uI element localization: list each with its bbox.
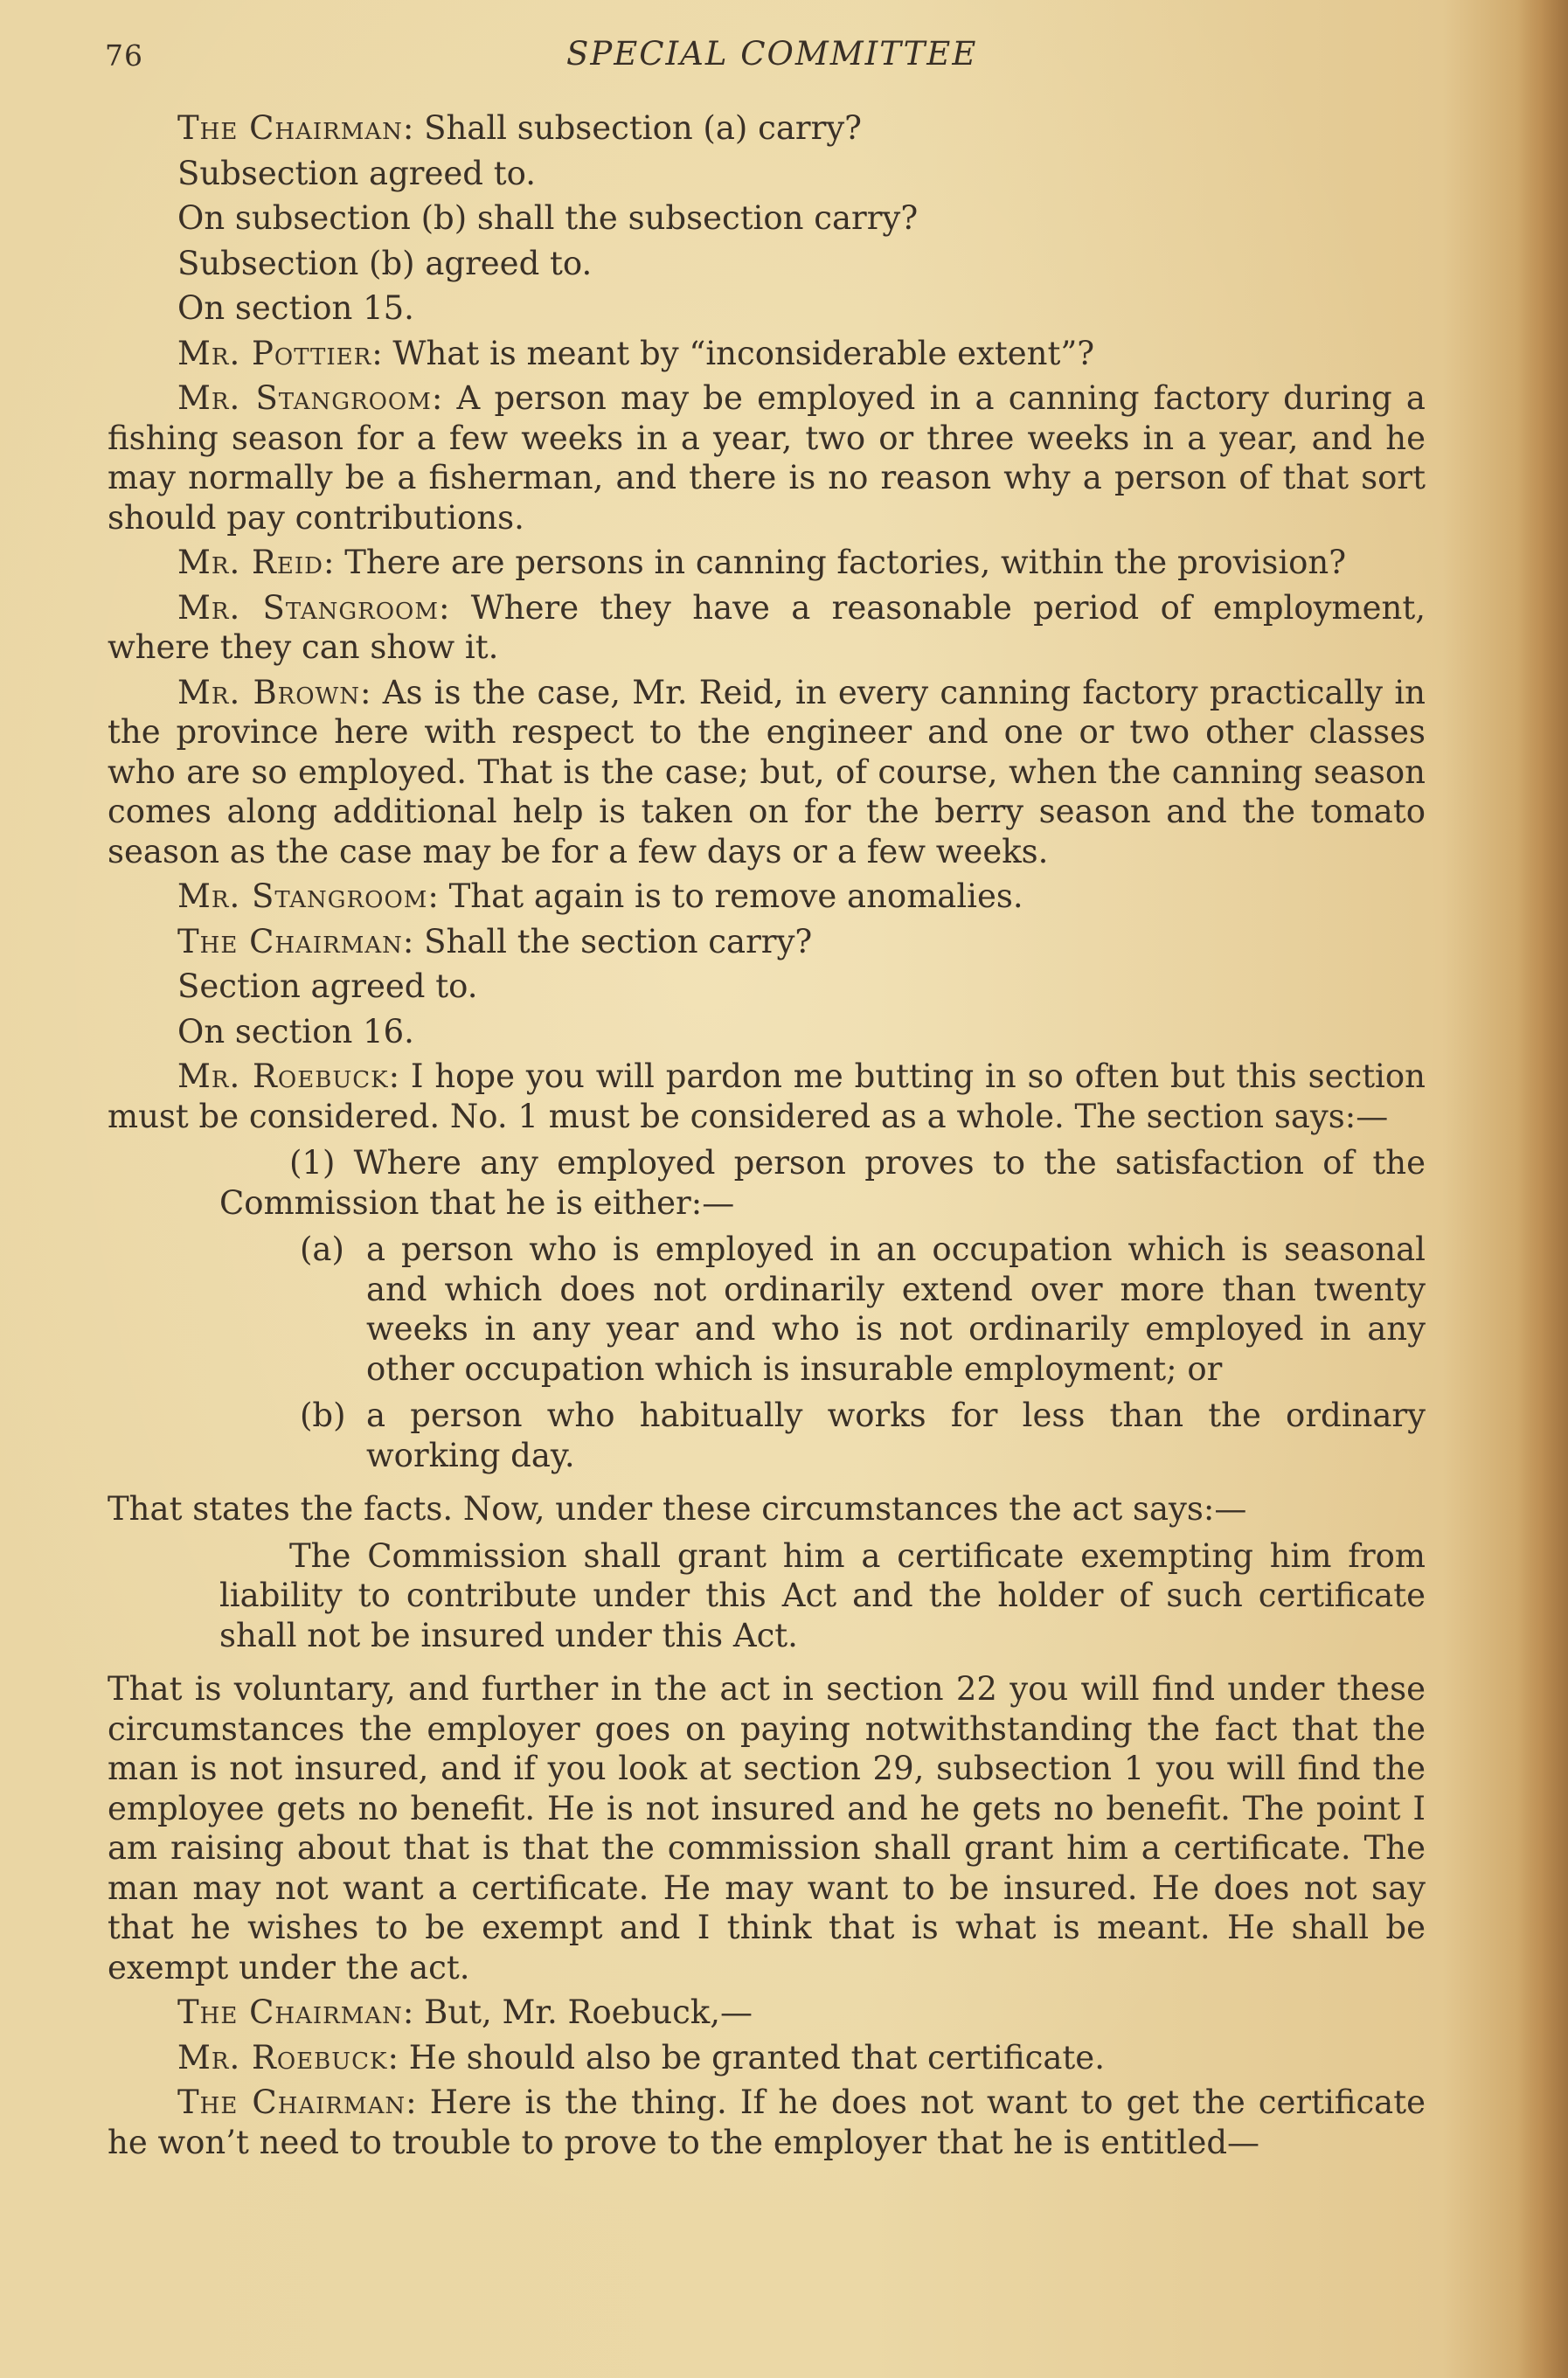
page-number: 76 (105, 38, 143, 73)
speech-text: A person may be employed in a canning factory during a fishing season for a few weeks in a year, two or three weeks in a year, and he may normally be a fisherman, and there is no reason why a person of that sort should pay contributions. (108, 379, 1426, 537)
speech-text: But, Mr. Roebuck,— (424, 1993, 753, 2031)
item-label: (a) (300, 1231, 344, 1268)
speaker-name: The Chairman (177, 1993, 403, 2031)
paragraph: Mr. Roebuck: I hope you will pardon me butting in so often but this section must be considered. No. 1 must be considered as a whole. The section says:— (108, 1057, 1426, 1135)
speech-text: On section 15. (177, 289, 414, 327)
paragraph: Mr. Stangroom: A person may be employed in a canning factory during a fishing season for a few weeks in a year, two or three weeks in a year, and he may normally be a fisherman, and there is no reason why a person of that sort should pay contributions. (108, 379, 1426, 537)
paragraph: Mr. Brown: As is the case, Mr. Reid, in every canning factory practically in the province here with respect to the engineer and one or two other classes who are so employed. That is the case; but, of course, when the canning season comes along additional help is taken on for the berry season and the tomato season as the case may be for a few days or a few weeks. (108, 673, 1426, 870)
paragraph (108, 1012, 1426, 1052)
speech-text: What is meant by “inconsiderable extent”? (392, 334, 1095, 372)
paragraph (108, 244, 1426, 284)
speaker-name: The Chairman (177, 2083, 406, 2121)
speech-text: There are persons in canning factories, within the provision? (344, 544, 1347, 581)
paragraph (108, 967, 1426, 1007)
paragraph: Mr. Stangroom: Where they have a reasonable period of employment, where they can show it. (108, 588, 1426, 666)
speaker-name: Mr. Roebuck (177, 1057, 389, 1095)
paragraph (108, 198, 1426, 239)
paragraph: Mr. Roebuck: He should also be granted that certificate. (177, 2038, 1105, 2076)
speech-text: On section 16. (177, 1012, 414, 1050)
paragraph: The Chairman: Here is the thing. If he does not want to get the certificate he won’t need to trouble to prove to the employer that he is entitled— (108, 2083, 1426, 2161)
speaker-name: Mr. Pottier (177, 334, 372, 372)
speaker-name: Mr. Roebuck (177, 2038, 388, 2076)
paragraph: The Chairman: Shall subsection (a) carry? (177, 109, 863, 147)
page-header (0, 33, 1568, 75)
item-text: a person who habitually works for less than the ordinary working day. (366, 1397, 1426, 1474)
speaker-name: Mr. Stangroom (177, 379, 432, 417)
paragraph: The Chairman: Shall the section carry? (177, 922, 813, 960)
paragraph: Mr. Reid: There are persons in canning factories, within the provision? (177, 544, 1347, 581)
paragraph (108, 154, 1426, 194)
speaker-name: Mr. Reid (177, 544, 323, 581)
speech-text: Subsection (b) agreed to. (177, 244, 593, 282)
speaker-name: Mr. Stangroom (177, 588, 439, 627)
running-title: SPECIAL COMMITTEE (566, 35, 978, 73)
speech-text: Shall subsection (a) carry? (424, 109, 863, 147)
speech-text: As is the case, Mr. Reid, in every canning factory practically in the province here with respect to the engineer and one or two other classes who are so employed. That is the case; but, of course, when the canning season comes along additional help is taken on for the berry season and the tomato season as the case may be for a few days or a few weeks. (108, 673, 1426, 870)
speech-text: Subsection agreed to. (177, 154, 536, 192)
item-label: (b) (300, 1397, 346, 1434)
speech-text: Section agreed to. (177, 967, 478, 1005)
paragraph: The Chairman: But, Mr. Roebuck,— (177, 1993, 753, 2031)
speech-text: On subsection (b) shall the subsection carry? (177, 199, 919, 237)
speech-text: I hope you will pardon me butting in so often but this section must be considered. No. 1 must be considered as a whole. The section says:— (108, 1057, 1426, 1135)
speaker-name: Mr. Stangroom (177, 877, 428, 915)
speech-text: He should also be granted that certificate. (408, 2038, 1105, 2076)
body-text (108, 108, 1426, 2167)
paragraph (108, 288, 1426, 329)
quoted-item (219, 1396, 1426, 1475)
item-text: a person who is employed in an occupation which is seasonal and which does not ordinarily extend over more than twenty weeks in any year and who is not ordinarily employed in any other occupation which is insurable employment; or (366, 1231, 1426, 1388)
paragraph: That states the facts. Now, under these circumstances the act says:— (108, 1490, 1247, 1528)
binding-shadow (1517, 0, 1568, 2378)
speech-text: That again is to remove anomalies. (448, 877, 1023, 915)
speaker-name: The Chairman (177, 109, 403, 147)
speaker-name: The Chairman (177, 922, 403, 960)
quoted-intro: (1) Where any employed person proves to the satisfaction of the Commission that he is either:— (219, 1144, 1426, 1222)
act-quote: The Commission shall grant him a certificate exempting him from liability to contribute under this Act and the holder of such certificate shall not be insured under this Act. (219, 1536, 1426, 1654)
speaker-name: Mr. Brown (177, 673, 361, 711)
speech-text: Where they have a reasonable period of employment, where they can show it. (108, 588, 1426, 666)
speech-text: Here is the thing. If he does not want to get the certificate he won’t need to trouble to prove to the employer that he is entitled— (108, 2083, 1426, 2161)
quoted-section (108, 1143, 1426, 1475)
quoted-item (219, 1230, 1426, 1389)
paragraph: That is voluntary, and further in the act in section 22 you will find under these circumstances the employer goes on paying notwithstanding the fact that the man is not insured, and if you look at section 29, subsection 1 you will find the employee gets no benefit. He is not insured and he gets no benefit. The point I am raising about that is that the commission shall grant him a certificate. The man may not want a certificate. He may want to be insured. He does not say that he wishes to be exempt and I think that is what is meant. He shall be exempt under the act. (108, 1670, 1426, 1986)
paragraph: Mr. Pottier: What is meant by “inconsiderable extent”? (177, 334, 1095, 372)
paragraph: Mr. Stangroom: That again is to remove anomalies. (177, 877, 1023, 915)
speech-text: Shall the section carry? (424, 922, 813, 960)
